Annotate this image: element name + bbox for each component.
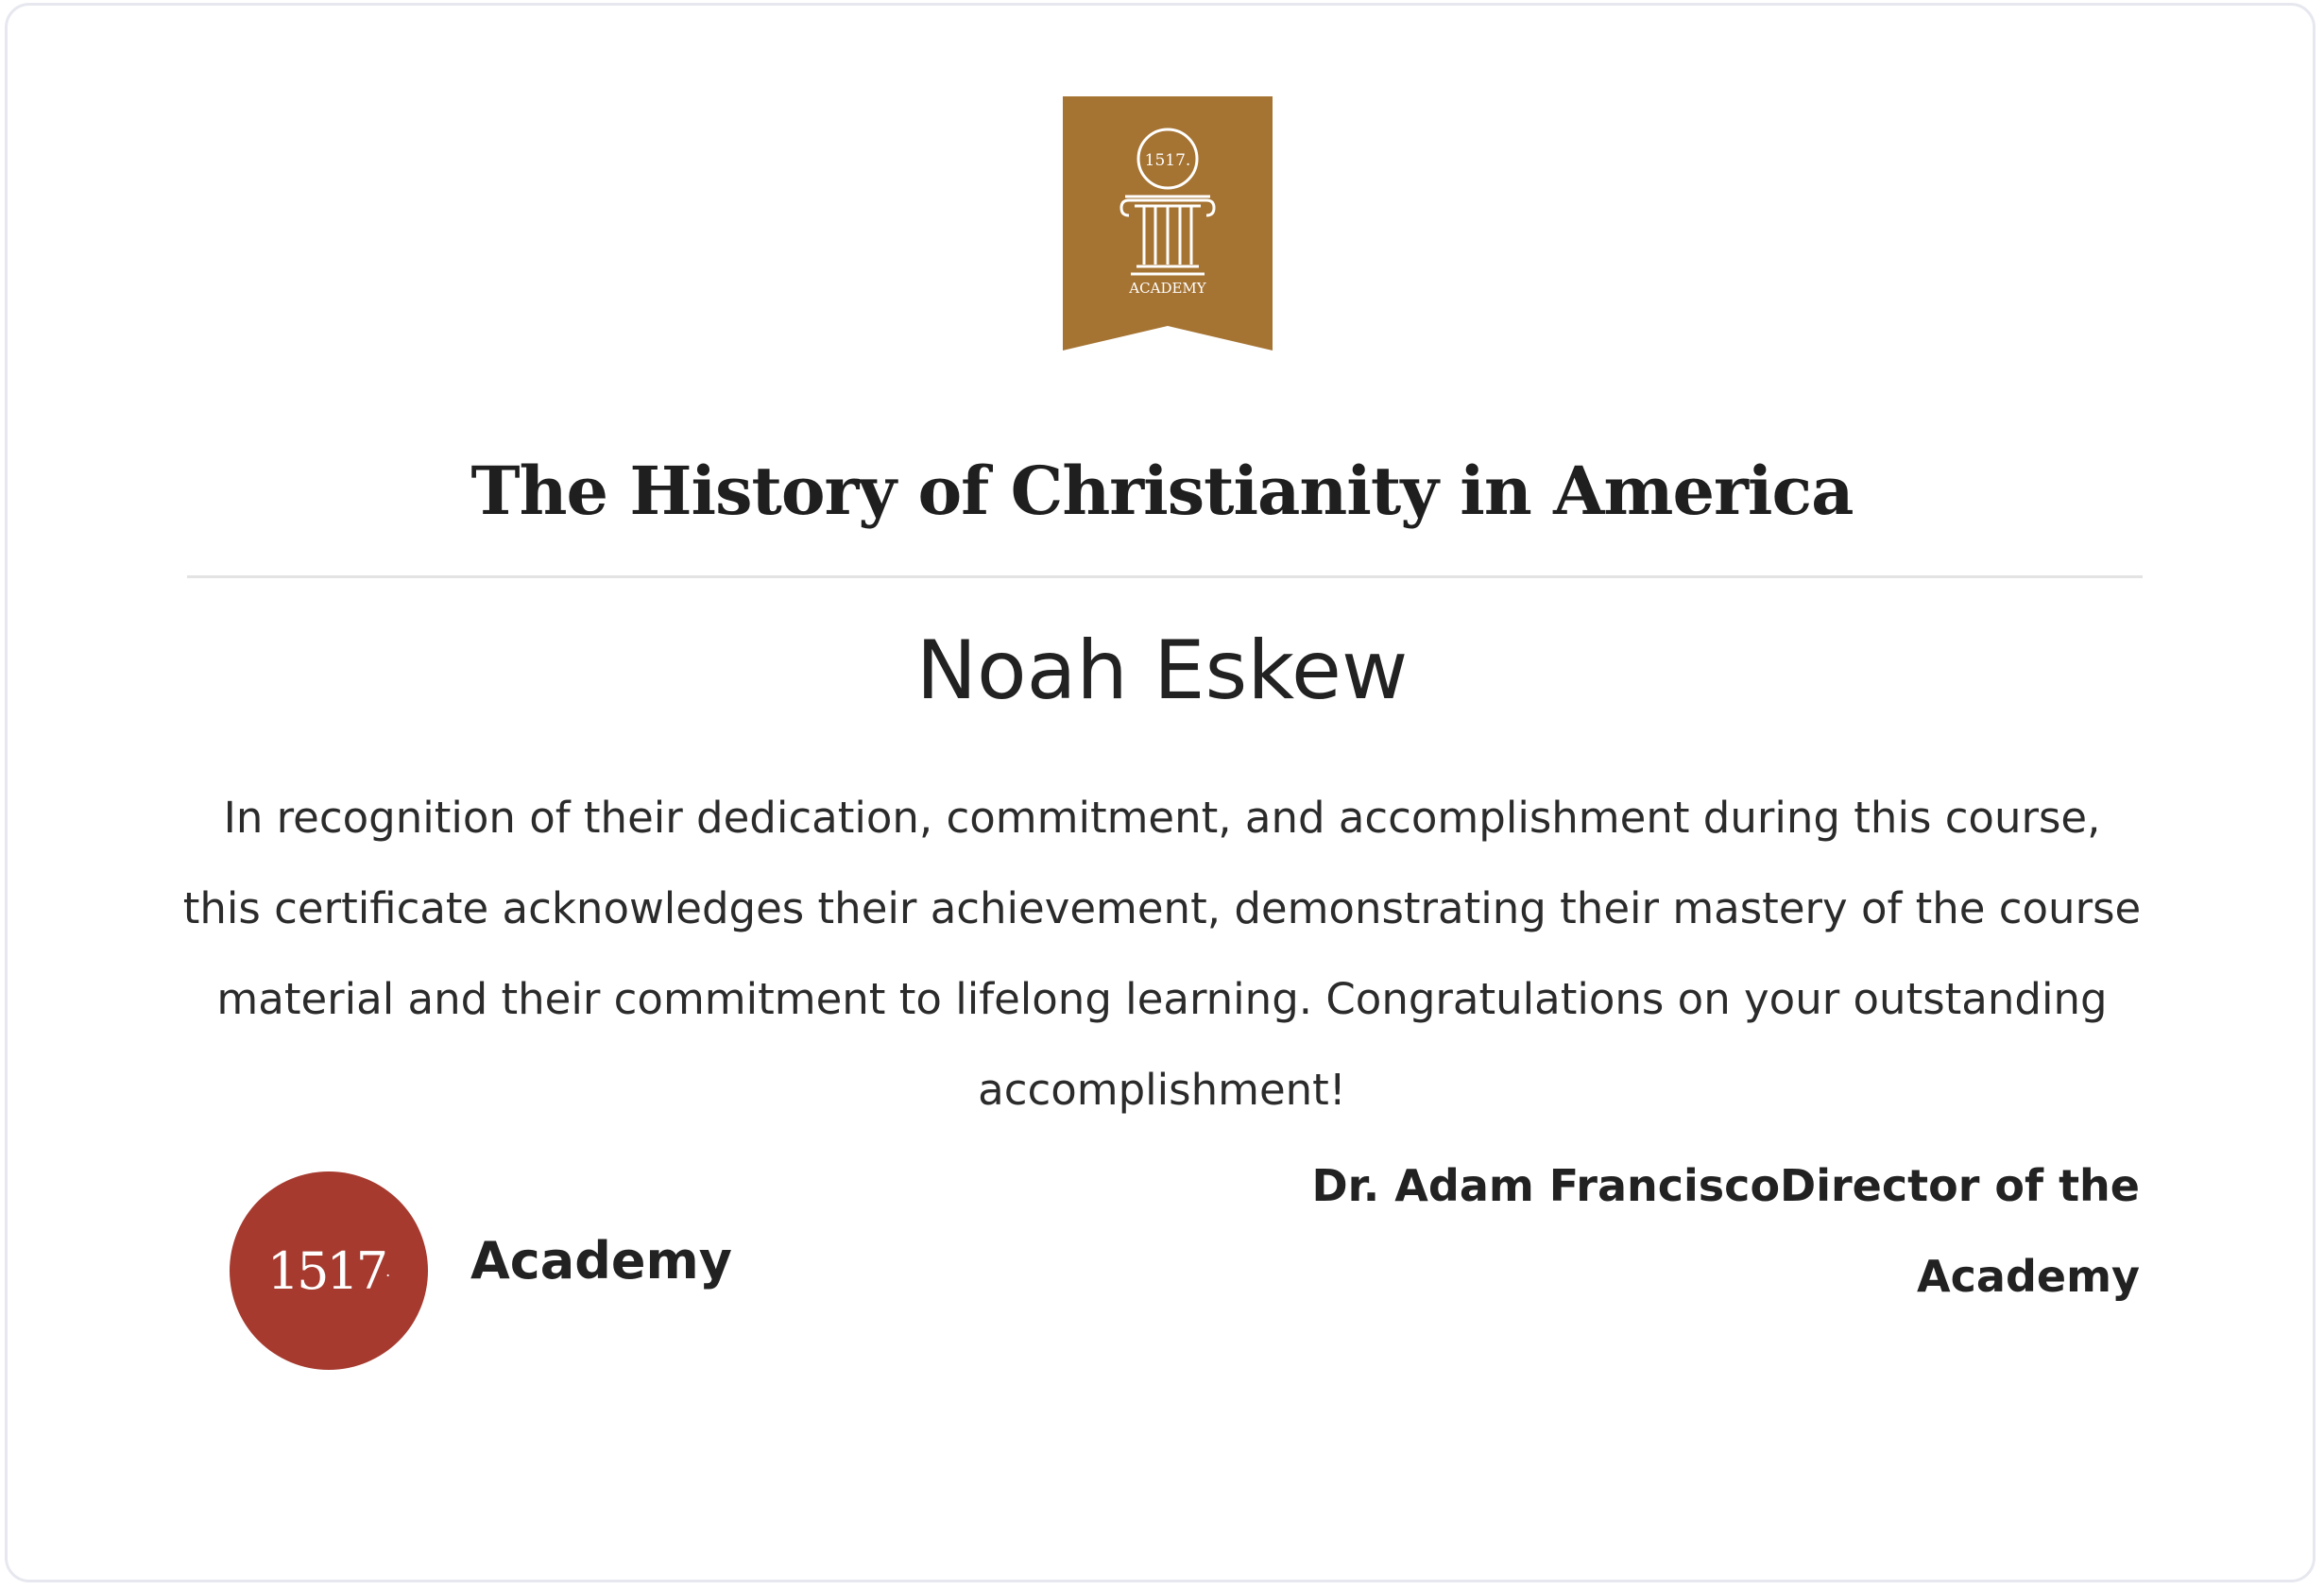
academy-label: Academy: [470, 1231, 732, 1291]
academy-ribbon-logo: [1063, 96, 1273, 350]
title-divider: [187, 575, 2143, 578]
recipient-name: Noah Eskew: [915, 624, 1409, 718]
ribbon-year-text: 1517.: [1144, 151, 1191, 170]
course-title: The History of Christianity in America: [470, 452, 1854, 530]
director-signature: Dr. Adam FranciscoDirector of the Academy: [1311, 1160, 2140, 1302]
seal-text: 1517: [266, 1240, 386, 1301]
academy-seal: [230, 1171, 428, 1370]
ribbon-label-text: ACADEMY: [1129, 280, 1206, 297]
recognition-text: In recognition of their dedication, commitment, and accomplishment during this course, this certificate acknowledges their achievement, demonstrating their mastery of the course material and their commitment to lifelong learning. Congratulations on your outstanding accomplishment!: [182, 793, 2142, 1115]
seal-dot: .: [385, 1261, 391, 1280]
